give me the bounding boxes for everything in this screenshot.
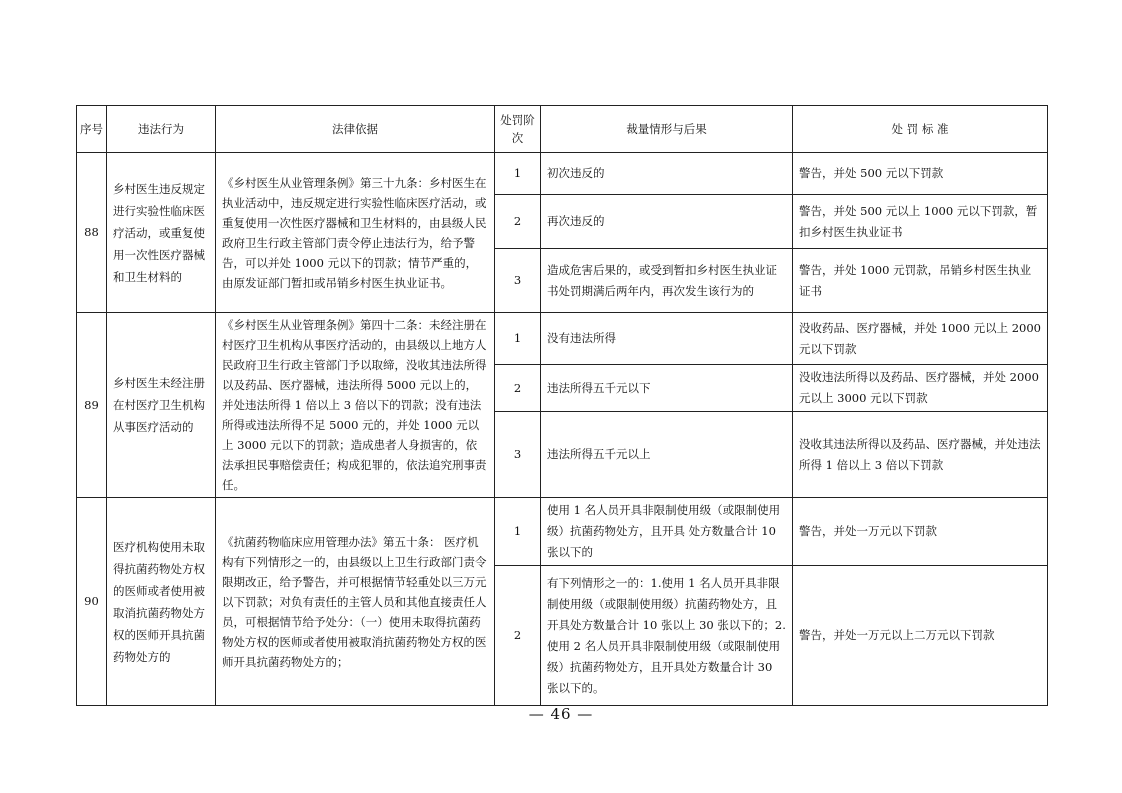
penalty-standard: 警告，并处 1000 元罚款，吊销乡村医生执业证书 (793, 249, 1048, 313)
table-row (77, 313, 1048, 365)
legal-basis: 《乡村医生从业管理条例》第四十二条：未经注册在村医疗卫生机构从事医疗活动的，由县级以上地方人民政府卫生行政主管部门予以取缔，没收其违法所得以及药品、医疗器械，违法所得 5000 元以上的，并处违法所得 1 倍以上 3 倍以下的罚款；没有违法所得或违法所得不足 5000 元的，并处 1000 元以上 3000 元以下的罚款；造成患者人身损害的，依法承担民事赔偿责任；构成犯罪的，依法追究刑事责任。 (216, 313, 495, 498)
header-level: 处罚阶次 (495, 106, 541, 153)
table-row (77, 498, 1048, 566)
penalty-case: 初次违反的 (541, 153, 793, 195)
violation-act: 乡村医生违反规定进行实验性临床医疗活动，或重复使用一次性医疗器械和卫生材料的 (107, 153, 216, 313)
penalty-case: 没有违法所得 (541, 313, 793, 365)
penalty-level: 1 (495, 498, 541, 566)
penalty-standard: 没收药品、医疗器械，并处 1000 元以上 2000 元以下罚款 (793, 313, 1048, 365)
penalty-level: 3 (495, 412, 541, 498)
penalty-level: 2 (495, 195, 541, 249)
penalty-standard: 没收其违法所得以及药品、医疗器械，并处违法所得 1 倍以上 3 倍以下罚款 (793, 412, 1048, 498)
penalty-standard: 警告，并处 500 元以上 1000 元以下罚款，暂扣乡村医生执业证书 (793, 195, 1048, 249)
penalty-level: 2 (495, 566, 541, 706)
penalty-table (76, 105, 1048, 706)
penalty-standard: 警告，并处一万元以下罚款 (793, 498, 1048, 566)
row-number: 88 (77, 153, 107, 313)
penalty-case: 使用 1 名人员开具非限制使用级（或限制使用级）抗菌药物处方，且开具 处方数量合计 10 张以下的 (541, 498, 793, 566)
header-act: 违法行为 (107, 106, 216, 153)
penalty-standard: 没收违法所得以及药品、医疗器械，并处 2000 元以上 3000 元以下罚款 (793, 365, 1048, 412)
legal-basis: 《抗菌药物临床应用管理办法》第五十条： 医疗机构有下列情形之一的，由县级以上卫生行政部门责令限期改正，给予警告，并可根据情节轻重处以三万元以下罚款；对负有责任的主管人员和其他直接责任人员，可根据情节给予处分：（一）使用未取得抗菌药物处方权的医师或者使用被取消抗菌药物处方权的医师开具抗菌药物处方的； (216, 498, 495, 706)
row-number: 90 (77, 498, 107, 706)
legal-basis: 《乡村医生从业管理条例》第三十九条：乡村医生在执业活动中，违反规定进行实验性临床医疗活动，或重复使用一次性医疗器械和卫生材料的，由县级人民政府卫生行政主管部门责令停止违法行为，给予警告，可以并处 1000 元以下的罚款；情节严重的，由原发证部门暂扣或吊销乡村医生执业证书。 (216, 153, 495, 313)
penalty-case: 违法所得五千元以下 (541, 365, 793, 412)
penalty-level: 1 (495, 313, 541, 365)
penalty-level: 2 (495, 365, 541, 412)
header-case: 裁量情形与后果 (541, 106, 793, 153)
table-header-row (77, 106, 1048, 153)
table-row (77, 153, 1048, 195)
penalty-level: 3 (495, 249, 541, 313)
violation-act: 乡村医生未经注册在村医疗卫生机构从事医疗活动的 (107, 313, 216, 498)
violation-act: 医疗机构使用未取得抗菌药物处方权的医师或者使用被取消抗菌药物处方权的医师开具抗菌药物处方的 (107, 498, 216, 706)
header-no: 序号 (77, 106, 107, 153)
page-number: — 46 — (528, 705, 594, 723)
penalty-level: 1 (495, 153, 541, 195)
row-number: 89 (77, 313, 107, 498)
header-standard: 处 罚 标 准 (793, 106, 1048, 153)
penalty-case: 违法所得五千元以上 (541, 412, 793, 498)
penalty-case: 有下列情形之一的：1.使用 1 名人员开具非限制使用级（或限制使用级）抗菌药物处方，且开具处方数量合计 10 张以上 30 张以下的；2.使用 2 名人员开具非限制使用级（或限制使用级）抗菌药物处方，且开具处方数量合计 30 张以下的。 (541, 566, 793, 706)
penalty-standard: 警告，并处一万元以上二万元以下罚款 (793, 566, 1048, 706)
penalty-standard: 警告，并处 500 元以下罚款 (793, 153, 1048, 195)
header-law: 法律依据 (216, 106, 495, 153)
penalty-case: 造成危害后果的，或受到暂扣乡村医生执业证书处罚期满后两年内，再次发生该行为的 (541, 249, 793, 313)
penalty-case: 再次违反的 (541, 195, 793, 249)
